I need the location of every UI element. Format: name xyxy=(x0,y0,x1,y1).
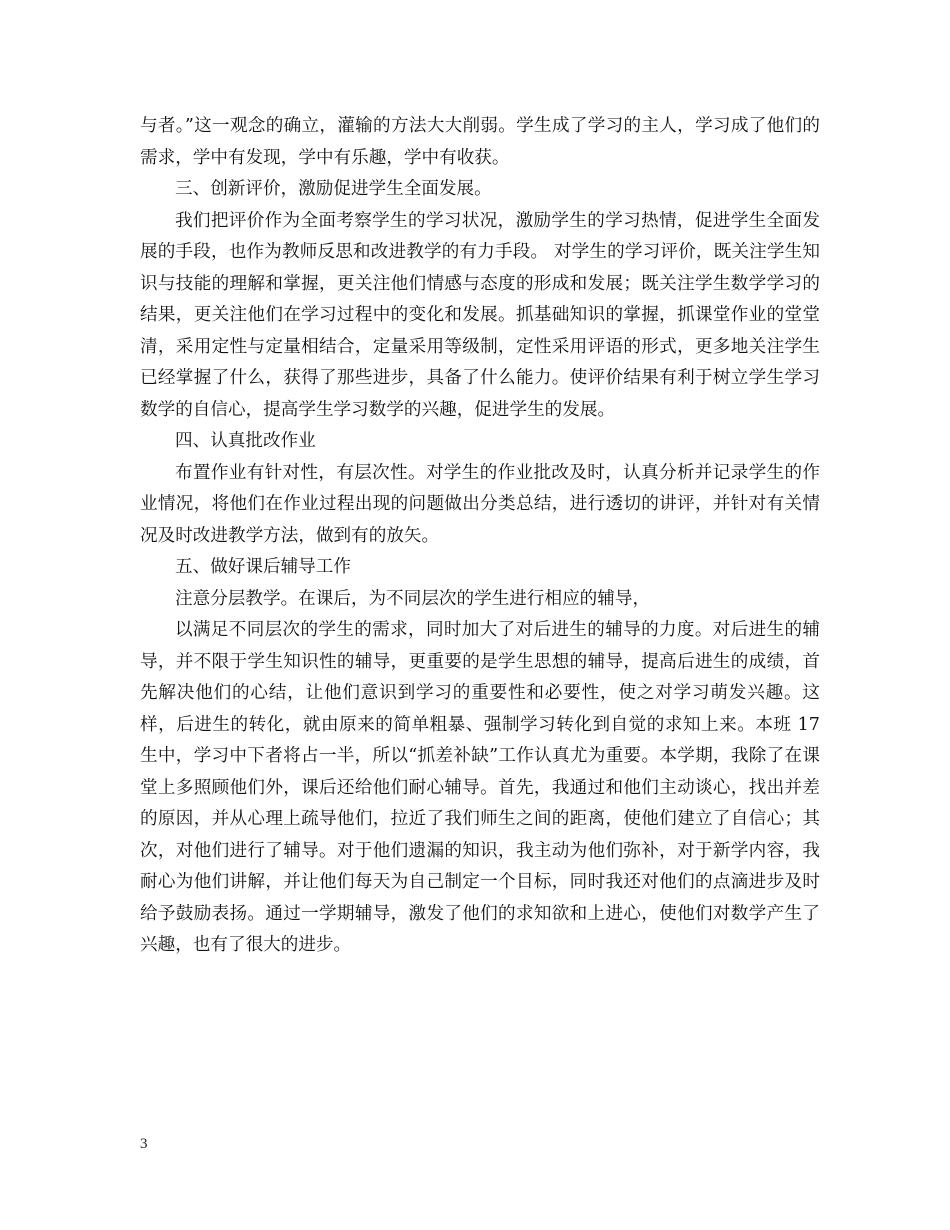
paragraph-continuation: 与者。”这一观念的确立，灌输的方法大大削弱。学生成了学习的主人，学习成了他们的需求，学中有发现，学中有乐趣，学中有收获。 xyxy=(140,116,820,168)
paragraph-layered-teaching: 注意分层教学。在课后，为不同层次的学生进行相应的辅导， xyxy=(175,588,651,609)
section-heading-3: 三、创新评价，激励促进学生全面发展。 xyxy=(175,179,492,199)
paragraph-evaluation: 我们把评价作为全面考察学生的学习状况，激励学生的学习热情，促进学生全面发展的手段，也作为教师反思和改进教学的有力手段。 对学生的学习评价，既关注学生知识与技能的理解和掌握，更关注他们情感与态度的形成和发展；既关注学生数学学习的结果，更关注他们在学习过程中的变化和发展。抓基础知识的掌握，抓课堂作业的堂堂清，采用定性与定量相结合，定量采用等级制，定性采用评语的形式，更多地关注学生已经掌握了什么，获得了那些进步，具备了什么能力。使评价结果有利于树立学生学习数学的自信心，提高学生学习数学的兴趣，促进学生的发展。 xyxy=(140,210,820,420)
section-heading-5: 五、做好课后辅导工作 xyxy=(175,557,351,577)
paragraph-homework: 布置作业有针对性，有层次性。对学生的作业批改及时，认真分析并记录学生的作业情况，将他们在作业过程出现的问题做出分类总结，进行透切的讲评，并针对有关情况及时改进教学方法，做到有的放矢。 xyxy=(140,462,820,546)
section-heading-4: 四、认真批改作业 xyxy=(175,431,316,451)
page-number: 3 xyxy=(140,1136,148,1152)
paragraph-tutoring: 以满足不同层次的学生的需求，同时加大了对后进生的辅导的力度。对后进生的辅导，并不限于学生知识性的辅导，更重要的是学生思想的辅导，提高后进生的成绩，首先解决他们的心结，让他们意识到学习的重要性和必要性，使之对学习萌发兴趣。这样，后进生的转化，就由原来的简单粗暴、强制学习转化到自觉的求知上来。本班 17 生中，学习中下者将占一半，所以“抓差补缺”工作认真尤为重要。本学期，我除了在课堂上多照顾他们外，课后还给他们耐心辅导。首先，我通过和他们主动谈心，找出并差的原因，并从心理上疏导他们，拉近了我们师生之间的距离，使他们建立了自信心；其次，对他们进行了辅导。对于他们遗漏的知识，我主动为他们弥补，对于新学内容，我耐心为他们讲解，并让他们每天为自己制定一个目标，同时我还对他们的点滴进步及时给予鼓励表扬。通过一学期辅导，激发了他们的求知欲和上进心，使他们对数学产生了兴趣，也有了很大的进步。 xyxy=(140,620,820,955)
document-body xyxy=(140,111,820,962)
